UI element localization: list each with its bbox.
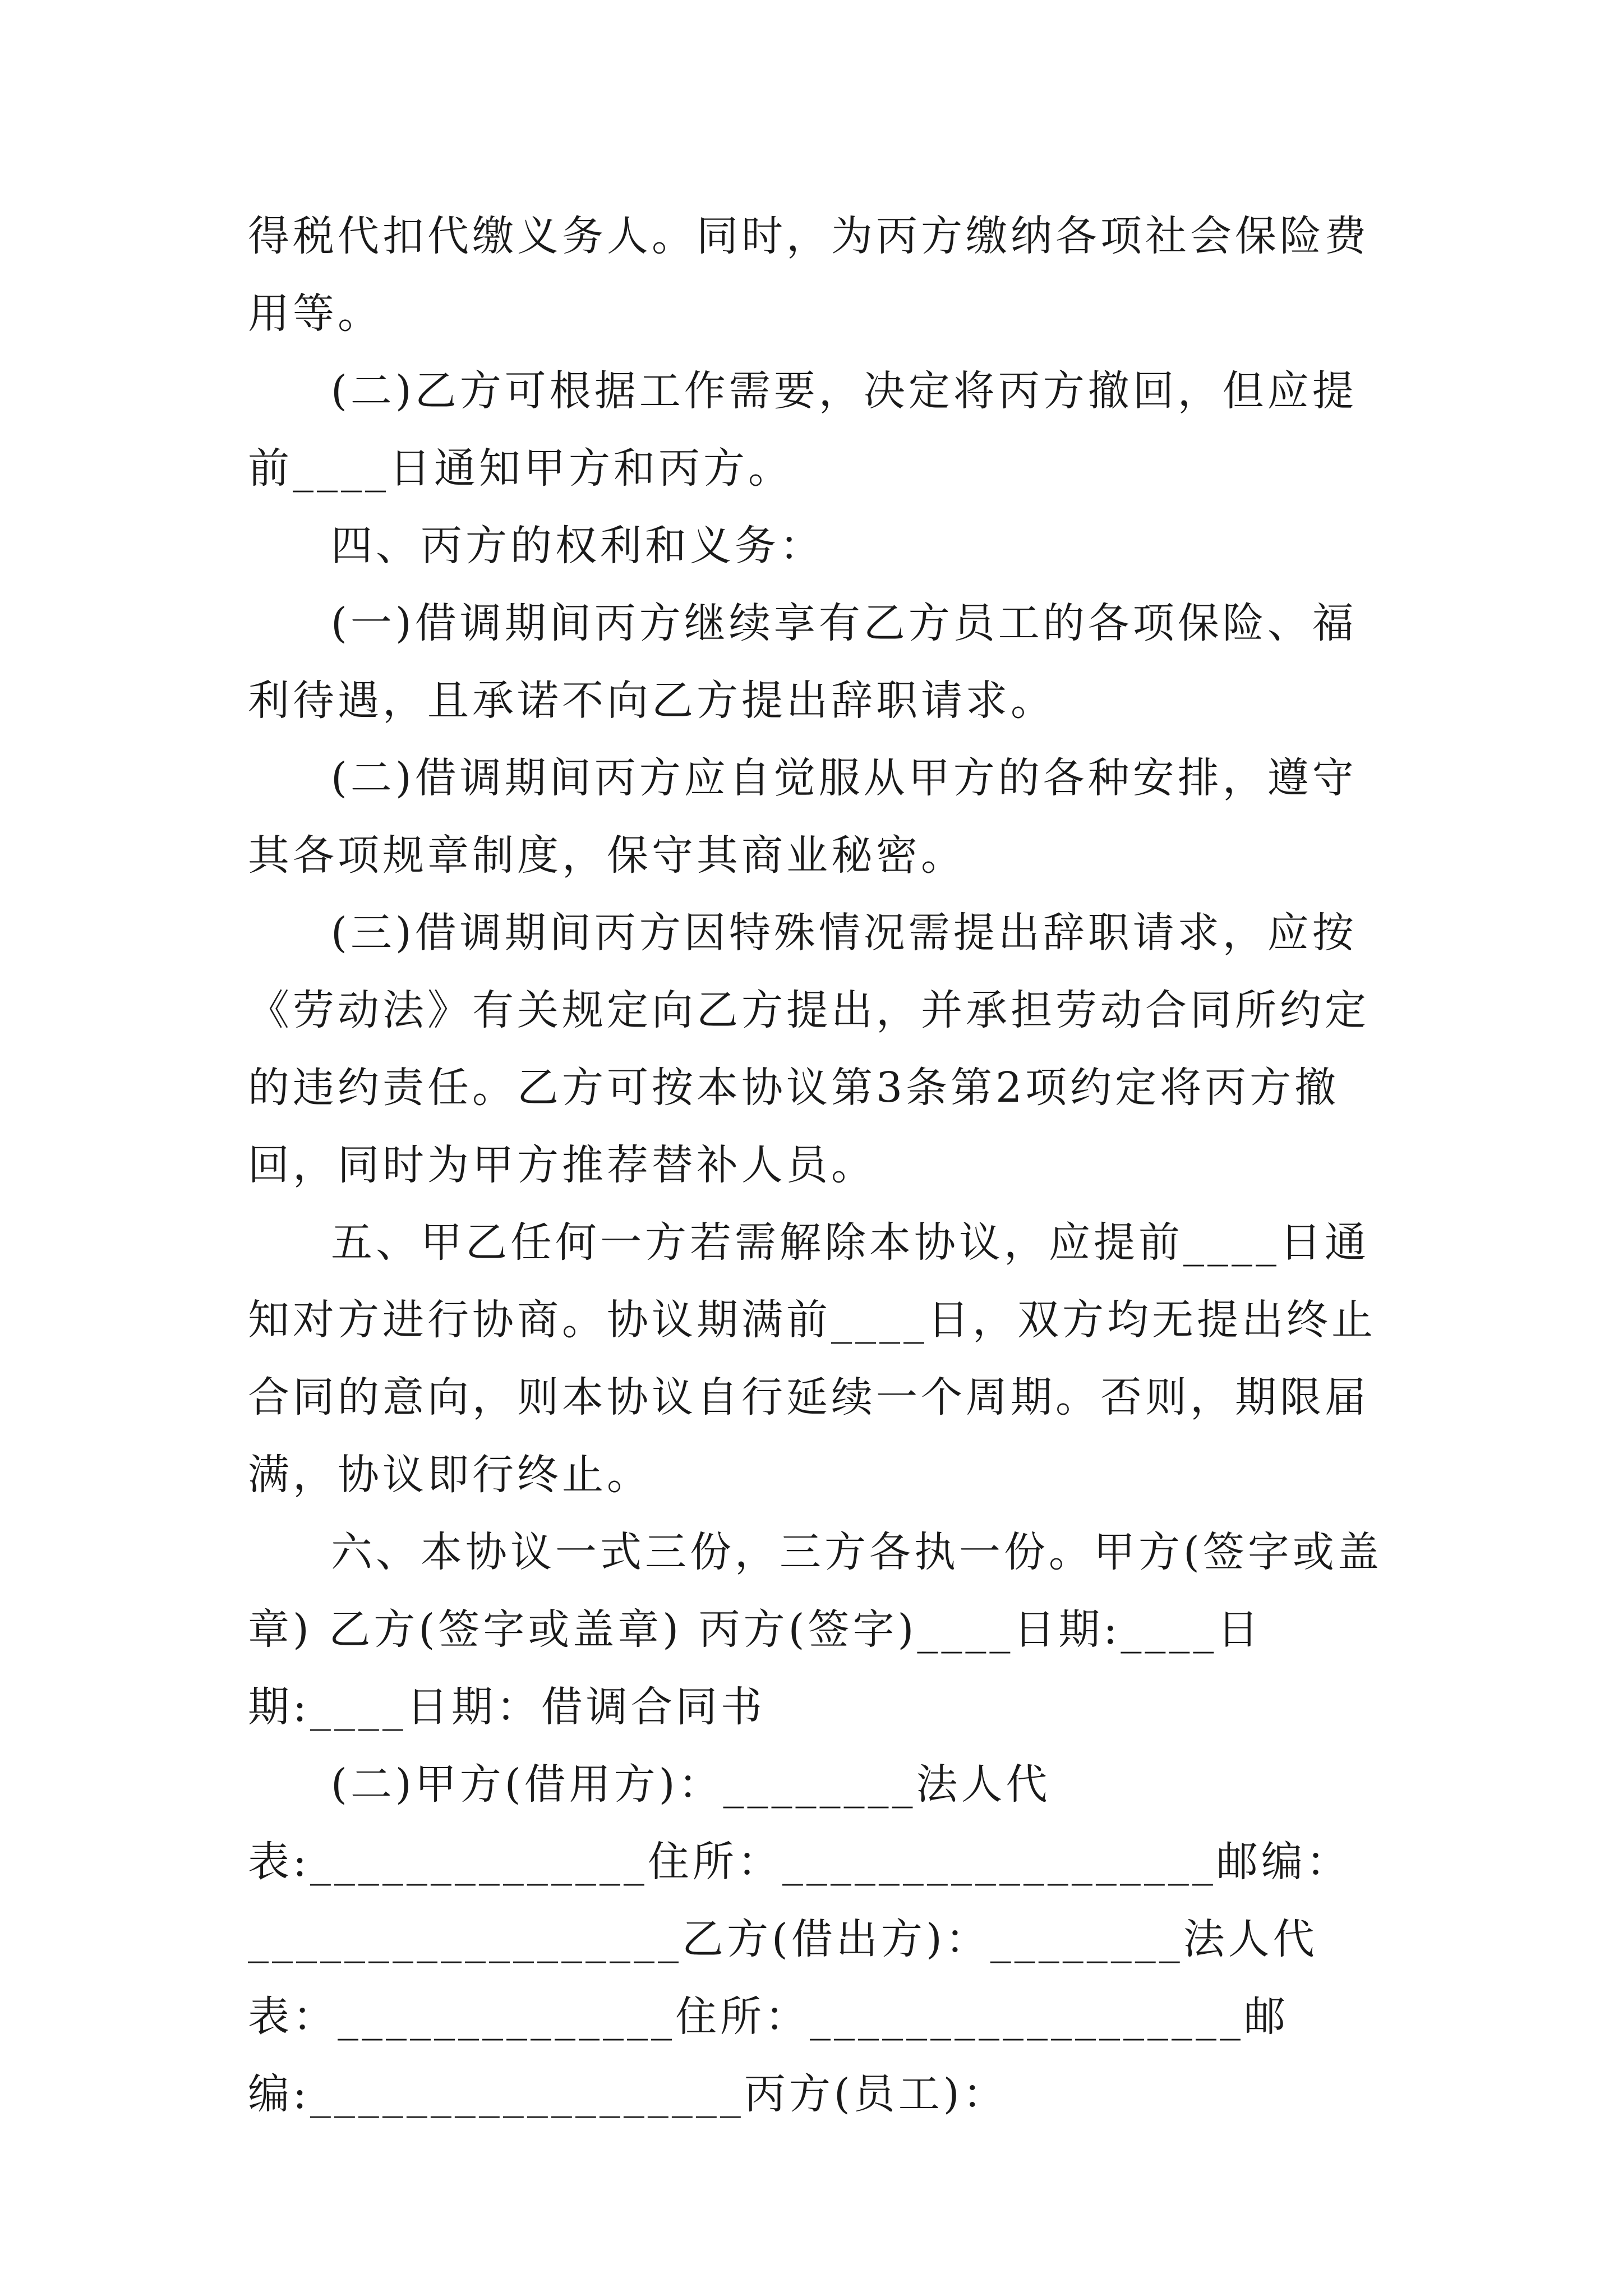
document-body: [248, 197, 1392, 2133]
paragraph-party-details: (二)甲方(借用方)：________法人代表:______________住所：__________________邮编：__________________乙方(借出方)：________法人代表：______________住所：__________________邮编:__________________丙方(员工)：: [248, 1760, 1351, 2118]
paragraph-copies-signatures: 六、本协议一式三份，三方各执一份。甲方(签字或盖章) 乙方(签字或盖章) 丙方(签字)____日期:____日期:____日期：借调合同书: [248, 1528, 1382, 1731]
section-heading-party-c-rights: 四、丙方的权利和义务：: [331, 522, 824, 570]
paragraph-resignation: (三)借调期间丙方因特殊情况需提出辞职请求，应按《劳动法》有关规定向乙方提出，并承担劳动合同所约定的违约责任。乙方可按本协议第3条第2项约定将丙方撤回，同时为甲方推荐替补人员。: [248, 909, 1370, 1189]
paragraph-compliance: (二)借调期间丙方应自觉服从甲方的各种安排，遵守其各项规章制度，保守其商业秘密。: [248, 754, 1357, 880]
paragraph-benefits: (一)借调期间丙方继续享有乙方员工的各项保险、福利待遇，且承诺不向乙方提出辞职请求。: [248, 599, 1357, 725]
paragraph-recall-notice: (二)乙方可根据工作需要，决定将丙方撤回，但应提前____日通知甲方和丙方。: [248, 367, 1357, 493]
paragraph-tax-withholding: 得税代扣代缴义务人。同时，为丙方缴纳各项社会保险费用等。: [248, 212, 1370, 338]
paragraph-termination: 五、甲乙任何一方若需解除本协议，应提前____日通知对方进行协商。协议期满前____日，双方均无提出终止合同的意向，则本协议自行延续一个周期。否则，期限届满，协议即行终止。: [248, 1218, 1376, 1499]
